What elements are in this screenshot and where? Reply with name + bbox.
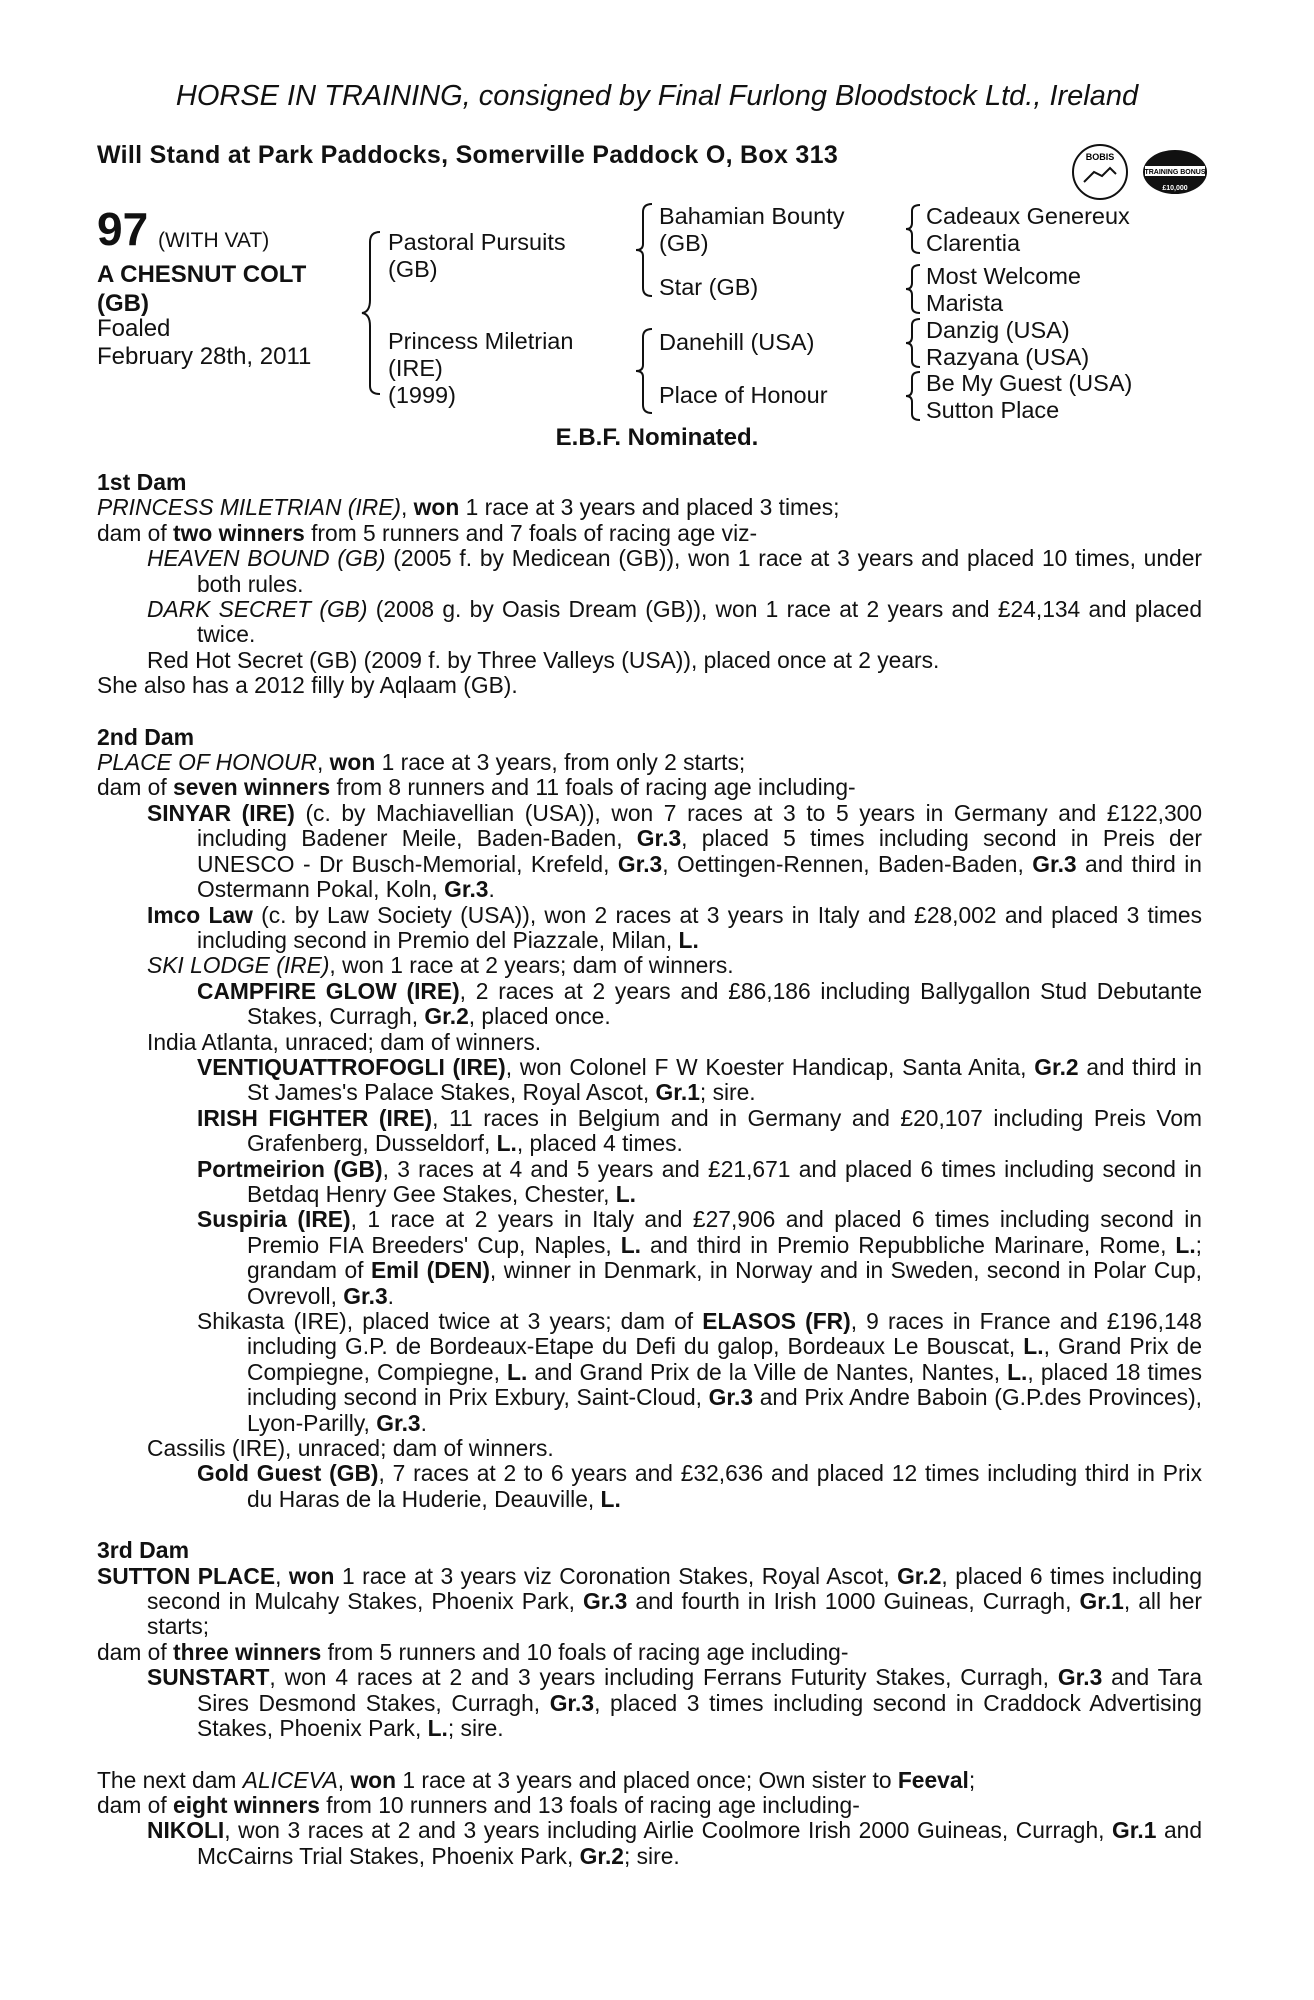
- second-dam-produce: dam of seven winners from 8 runners and 11 foals of racing age including-: [97, 774, 856, 801]
- ebf-nominated: E.B.F. Nominated.: [555, 424, 759, 451]
- third-dam-produce: dam of three winners from 5 runners and 10 foals of racing age including-: [97, 1638, 849, 1665]
- third-dam-heading: 3rd Dam: [97, 1537, 190, 1564]
- bobis-logo: [1073, 145, 1127, 199]
- dam: Princess Miletrian (IRE) (1999): [388, 328, 574, 408]
- produce-entry: India Atlanta, unraced; dam of winners.: [147, 1028, 542, 1055]
- produce-entry: VENTIQUATTROFOGLI (IRE), won Colonel F W Koester Handicap, Santa Anita, Gr.2 and third in St James's Palace Stakes, Royal Ascot, Gr.1; sire.: [197, 1053, 1202, 1106]
- produce-entry: Suspiria (IRE), 1 race at 2 years in Italy and £27,906 and placed 6 times including second in Premio FIA Breeders' Cup, Naples, L. and third in Premio Repubbliche Marinare, Rome, L.; grandam of Emil (DEN), winner in Denmark, in Norway and in Sweden, second in Polar Cup, Ovrevoll, Gr.3.: [197, 1206, 1202, 1309]
- next-dam-para: The next dam ALICEVA, won 1 race at 3 years and placed once; Own sister to Feeval;: [97, 1766, 976, 1793]
- produce-entry: Imco Law (c. by Law Society (USA)), won 2 races at 3 years in Italy and £28,002 and placed 3 times including second in Premio del Piazzale, Milan, L.: [147, 901, 1202, 953]
- produce-note: She also has a 2012 filly by Aqlaam (GB).: [97, 672, 518, 699]
- training-bonus-logo: [1143, 150, 1207, 194]
- sales-logos: [1070, 138, 1210, 206]
- produce-entry: Red Hot Secret (GB) (2009 f. by Three Valleys (USA)), placed once at 2 years.: [147, 646, 940, 673]
- brace-dd: [904, 369, 924, 423]
- catalogue-body: [97, 470, 1202, 1869]
- dd-parents: Be My Guest (USA) Sutton Place: [926, 370, 1133, 423]
- sire-brace: [634, 200, 656, 300]
- sire: Pastoral Pursuits (GB): [388, 229, 566, 282]
- produce-entry: Gold Guest (GB), 7 races at 2 to 6 years and £32,636 and placed 12 times including third in Prix du Haras de la Huderie, Deauville, L.: [197, 1460, 1202, 1512]
- sd-parents: Most Welcome Marista: [926, 263, 1081, 316]
- produce-entry: NIKOLI, won 3 races at 2 and 3 years including Airlie Coolmore Irish 2000 Guineas, Curragh, Gr.1 and McCairns Trial Stakes, Phoenix Park, Gr.2; sire.: [147, 1817, 1202, 1869]
- dam-sire: Danehill (USA): [659, 329, 815, 355]
- ds-parents: Danzig (USA) Razyana (USA): [926, 317, 1090, 370]
- brace-ds: [904, 316, 924, 370]
- page-title: HORSE IN TRAINING, consigned by Final Furlong Bloodstock Ltd., Ireland: [175, 80, 1139, 112]
- svg-text:BOBIS: BOBIS: [1085, 152, 1115, 162]
- location-line: Will Stand at Park Paddocks, Somerville Paddock O, Box 313: [97, 141, 839, 169]
- produce-entry: DARK SECRET (GB) (2008 g. by Oasis Dream (GB)), won 1 race at 2 years and £24,134 and placed twice.: [147, 596, 1202, 648]
- horse-description: A CHESNUT COLT (GB): [97, 261, 307, 317]
- second-dam-heading: 2nd Dam: [97, 723, 195, 750]
- dam-dam: Place of Honour: [659, 382, 828, 408]
- ss-parents: Cadeaux Genereux Clarentia: [926, 203, 1130, 256]
- first-dam-para: PRINCESS MILETRIAN (IRE), won 1 race at 3 years and placed 3 times;: [97, 494, 840, 521]
- third-dam-para: SUTTON PLACE, won 1 race at 3 years viz Coronation Stakes, Royal Ascot, Gr.2, placed 6 times including second in Mulcahy Stakes, Phoenix Park, Gr.3 and fourth in Irish 1000 Guineas, Curragh, Gr.1, all her starts;: [97, 1562, 1203, 1640]
- second-dam-para: PLACE OF HONOUR, won 1 race at 3 years, from only 2 starts;: [97, 749, 746, 776]
- produce-entry: Portmeirion (GB), 3 races at 4 and 5 years and £21,671 and placed 6 times including second in Betdaq Henry Gee Stakes, Chester, L.: [197, 1155, 1202, 1207]
- brace-ss: [904, 202, 924, 256]
- produce-entry: HEAVEN BOUND (GB) (2005 f. by Medicean (GB)), won 1 race at 3 years and placed 10 times, under both rules.: [147, 545, 1202, 597]
- svg-text:TRAINING BONUS: TRAINING BONUS: [1144, 169, 1206, 176]
- sire-sire: Bahamian Bounty (GB): [659, 203, 845, 256]
- pedigree-brace: [360, 228, 384, 398]
- produce-entry: SUNSTART, won 4 races at 2 and 3 years including Ferrans Futurity Stakes, Curragh, Gr.3 and Tara Sires Desmond Stakes, Curragh, Gr.3, placed 3 times including second in Craddock Advertising Stakes, Phoenix Park, L.; sire.: [147, 1664, 1203, 1742]
- produce-entry: IRISH FIGHTER (IRE), 11 races in Belgium and in Germany and £20,107 including Preis Vom Grafenberg, Dusseldorf, L., placed 4 times.: [197, 1104, 1203, 1157]
- produce-entry: Shikasta (IRE), placed twice at 3 years; dam of ELASOS (FR), 9 races in France and £196,148 including G.P. de Bordeaux-Etape du Defi du galop, Bordeaux Le Bouscat, L., Grand Prix de Compiegne, Compiegne, L. and Grand Prix de la Ville de Nantes, Nantes, L., placed 18 times including second in Prix Exbury, Saint-Cloud, Gr.3 and Prix Andre Baboin (G.P.des Provinces), Lyon-Parilly, Gr.3.: [197, 1308, 1203, 1436]
- produce-entry: SINYAR (IRE) (c. by Machiavellian (USA)), won 7 races at 3 to 5 years in Germany and £122,300 including Badener Meile, Baden-Baden, Gr.3, placed 5 times including second in Preis der UNESCO - Dr Busch-Memorial, Krefeld, Gr.3, Oettingen-Rennen, Baden-Baden, Gr.3 and third in Ostermann Pokal, Koln, Gr.3.: [147, 799, 1203, 903]
- brace-sd: [904, 262, 924, 316]
- first-dam-produce: dam of two winners from 5 runners and 7 foals of racing age viz-: [97, 519, 758, 546]
- vat-note: (WITH VAT): [158, 229, 270, 252]
- svg-text:£10,000: £10,000: [1162, 185, 1188, 192]
- first-dam-heading: 1st Dam: [97, 469, 187, 495]
- produce-entry: SKI LODGE (IRE), won 1 race at 2 years; dam of winners.: [147, 952, 734, 979]
- dam-brace: [634, 325, 656, 417]
- sire-dam: Star (GB): [659, 274, 759, 300]
- foaled-info: Foaled February 28th, 2011: [97, 315, 312, 370]
- produce-entry: Cassilis (IRE), unraced; dam of winners.: [147, 1435, 554, 1462]
- next-dam-produce: dam of eight winners from 10 runners and 13 foals of racing age including-: [97, 1791, 860, 1818]
- lot-number: 97: [97, 203, 149, 255]
- produce-entry: CAMPFIRE GLOW (IRE), 2 races at 2 years and £86,186 including Ballygallon Stud Debutante Stakes, Curragh, Gr.2, placed once.: [197, 977, 1202, 1030]
